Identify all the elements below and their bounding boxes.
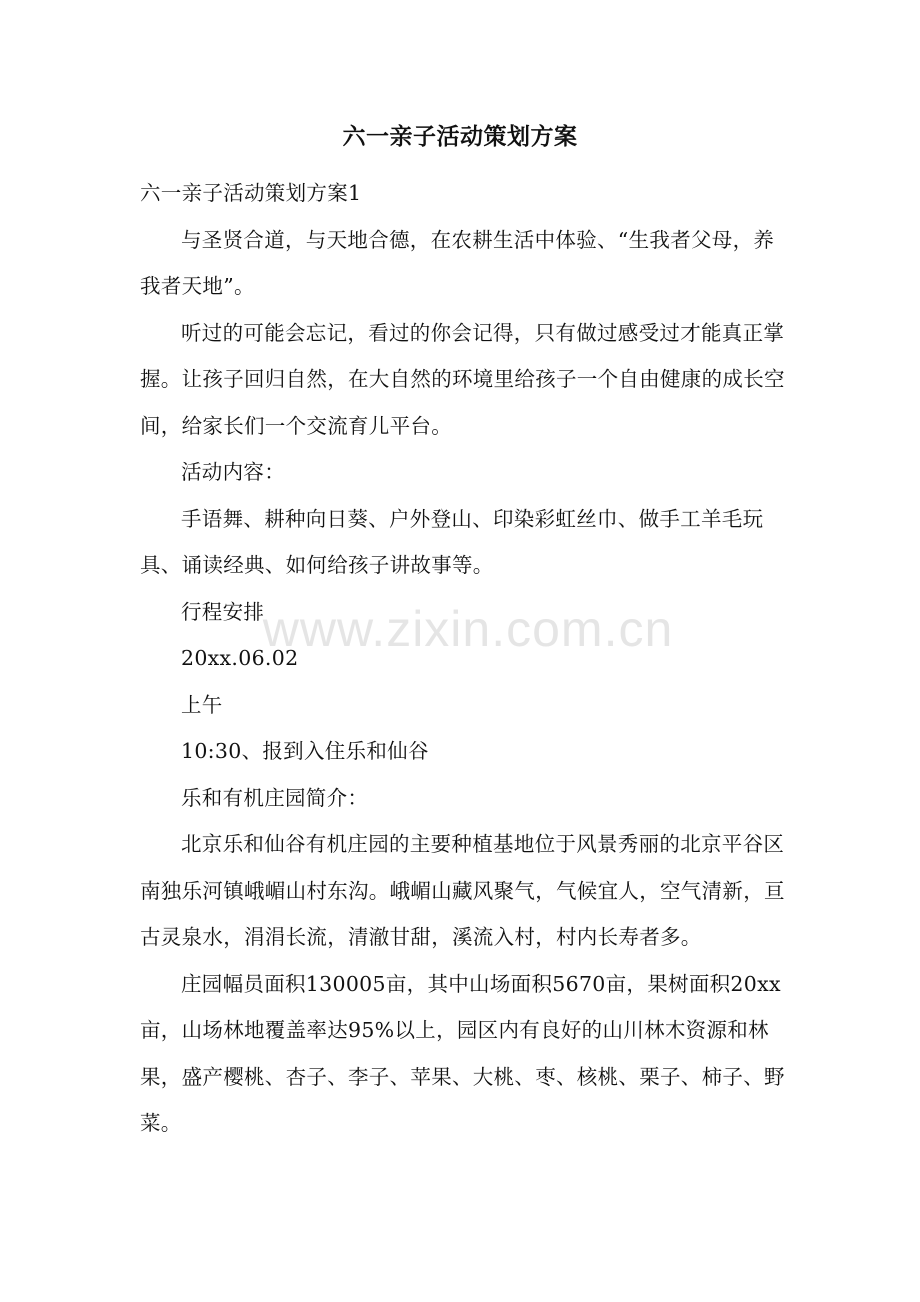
document-body: [140, 170, 785, 1147]
paragraph-date: 20xx.06.02: [181, 646, 299, 670]
paragraph-schedule-heading: 行程安排: [181, 599, 265, 624]
paragraph-morning: 上午: [181, 692, 223, 717]
paragraph-2: 听过的可能会忘记，看过的你会记得，只有做过感受过才能真正掌握。让孩子回归自然，在大自然的环境里给孩子一个自由健康的成长空间，给家长们一个交流育儿平台。: [140, 320, 785, 438]
section-heading: 六一亲子活动策划方案1: [140, 181, 362, 205]
paragraph-estate-heading: 乐和有机庄园简介：: [181, 785, 369, 810]
watermark: www.zixin.com.cn: [262, 601, 674, 657]
document-title: 六一亲子活动策划方案: [342, 123, 578, 150]
paragraph-activity-heading: 活动内容：: [181, 460, 285, 484]
paragraph-checkin: 10:30、报到入住乐和仙谷: [181, 739, 429, 763]
paragraph-activity-list: 手语舞、耕种向日葵、户外登山、印染彩虹丝巾、做手工羊毛玩具、诵读经典、如何给孩子讲故事等。: [140, 506, 764, 577]
paragraph-estate-area: 庄园幅员面积130005亩，其中山场面积5670亩，果树面积20xx亩，山场林地覆盖率达95%以上，园区内有良好的山川林木资源和林果，盛产樱桃、杏子、李子、苹果、大桃、枣、核桃、栗子、柿子、野菜。: [140, 971, 785, 1135]
paragraph-1: 与圣贤合道，与天地合德，在农耕生活中体验、“生我者父母，养我者天地”。: [140, 227, 775, 298]
paragraph-estate-intro: 北京乐和仙谷有机庄园的主要种植基地位于风景秀丽的北京平谷区南独乐河镇峨嵋山村东沟。峨嵋山藏风聚气，气候宜人，空气清新，亘古灵泉水，涓涓长流，清澈甘甜，溪流入村，村内长寿者多。: [140, 832, 785, 949]
